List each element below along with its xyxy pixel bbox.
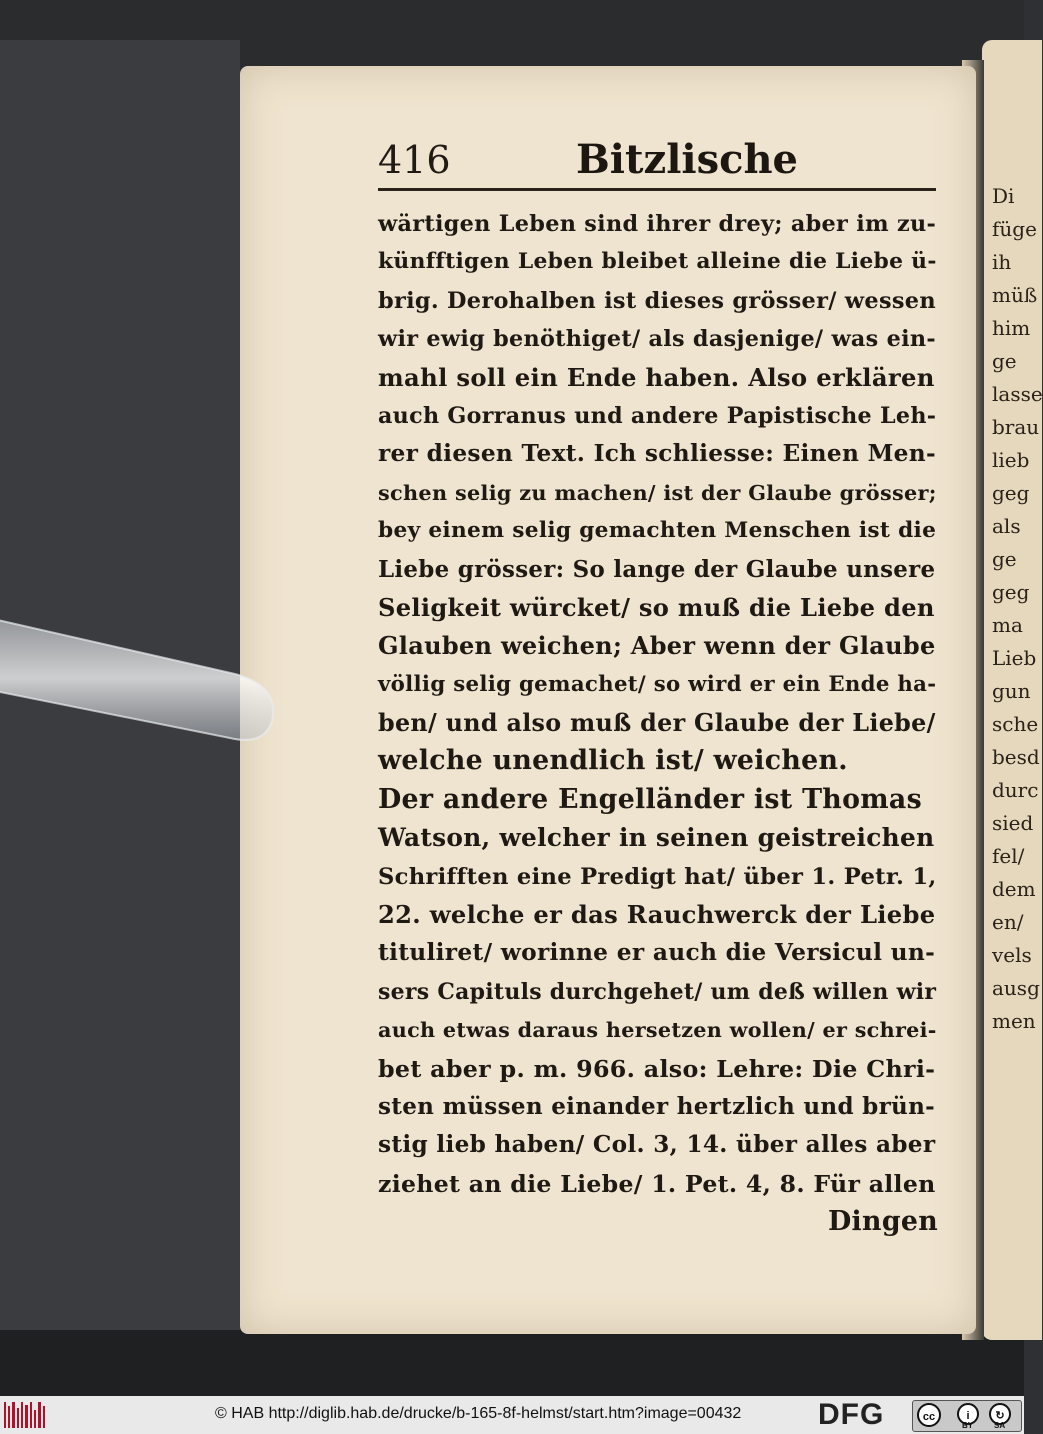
text-line: Liebe grösser: So lange der Glaube unsere: [378, 555, 936, 583]
text-line: wir ewig benöthiget/ als dasjenige/ was ein-: [378, 326, 936, 353]
share-alike-icon: ↻: [989, 1403, 1011, 1425]
text-line: auch Gorranus und andere Papistische Leh-: [378, 402, 937, 429]
source-credit-link[interactable]: © HAB http://diglib.hab.de/drucke/b-165-8f-helmst/start.htm?image=00432: [215, 1405, 742, 1422]
running-head: Bitzlische: [576, 136, 798, 183]
text-line: ben/ und also muß der Glaube der Liebe/: [378, 709, 936, 738]
page-number: 416: [378, 138, 451, 182]
sa-label: SA: [994, 1421, 1006, 1430]
facing-page-text: Di füge ih müß him ge lasse brau lieb geg als ge geg ma Lieb gun sche besd durc sied fel/ dem en/ vels ausg men: [992, 184, 1043, 1033]
text-line: bey einem selig gemachten Menschen ist die: [378, 518, 937, 544]
text-line: Glauben weichen; Aber wenn der Glaube: [378, 631, 936, 661]
text-line: Seligkeit würcket/ so muß die Liebe den: [378, 592, 935, 622]
text-line: mahl soll ein Ende haben. Also erklären: [378, 362, 935, 392]
text-line: wärtigen Leben sind ihrer drey; aber im zu-: [378, 211, 937, 237]
text-line: sten müssen einander hertzlich und brün-: [378, 1092, 936, 1120]
page-body: [378, 205, 938, 1242]
text-line: welche unendlich ist/ weichen.: [378, 745, 848, 777]
text-line: auch etwas daraus hersetzen wollen/ er schrei-: [378, 1018, 937, 1043]
text-line: stig lieb haben/ Col. 3, 14. über alles aber: [378, 1131, 936, 1159]
text-line: sers Capituls durchgehet/ um deß willen wir: [378, 978, 937, 1005]
page-holder-spatula: [0, 596, 300, 746]
cc-license-badge[interactable]: [912, 1400, 1022, 1432]
attribution-icon: i: [957, 1403, 979, 1425]
text-line: Watson, welcher in seinen geistreichen: [378, 823, 935, 853]
hab-logo-icon: [4, 1402, 48, 1428]
text-line: ziehet an die Liebe/ 1. Pet. 4, 8. Für allen: [378, 1169, 936, 1198]
text-line: völlig selig gemachet/ so wird er ein Ende ha-: [378, 671, 937, 697]
text-line: schen selig zu machen/ ist der Glaube grösser;: [378, 479, 937, 505]
text-line: tituliret/ worinne er auch die Versicul un-: [378, 939, 936, 967]
catchword: Dingen: [828, 1206, 938, 1238]
background-bottom: [0, 1330, 1024, 1396]
text-line: künfftigen Leben bleibet alleine die Liebe ü-: [378, 249, 937, 275]
text-line: rer diesen Text. Ich schliesse: Einen Men-: [378, 440, 936, 468]
text-line: 22. welche er das Rauchwerck der Liebe: [378, 900, 936, 930]
text-line: Schrifften eine Predigt hat/ über 1. Petr. 1,: [378, 863, 937, 890]
by-label: BY: [962, 1421, 974, 1430]
dfg-logo: DFG: [818, 1398, 885, 1431]
footer-bar: [0, 1396, 1024, 1434]
header-rule: [378, 188, 936, 191]
page-header: [378, 138, 938, 184]
text-line: brig. Derohalben ist dieses grösser/ wessen: [378, 287, 936, 314]
text-line: Der andere Engelländer ist Thomas: [378, 783, 922, 815]
text-line: bet aber p. m. 966. also: Lehre: Die Chri-: [378, 1054, 936, 1083]
cc-icon: cc: [917, 1403, 941, 1427]
